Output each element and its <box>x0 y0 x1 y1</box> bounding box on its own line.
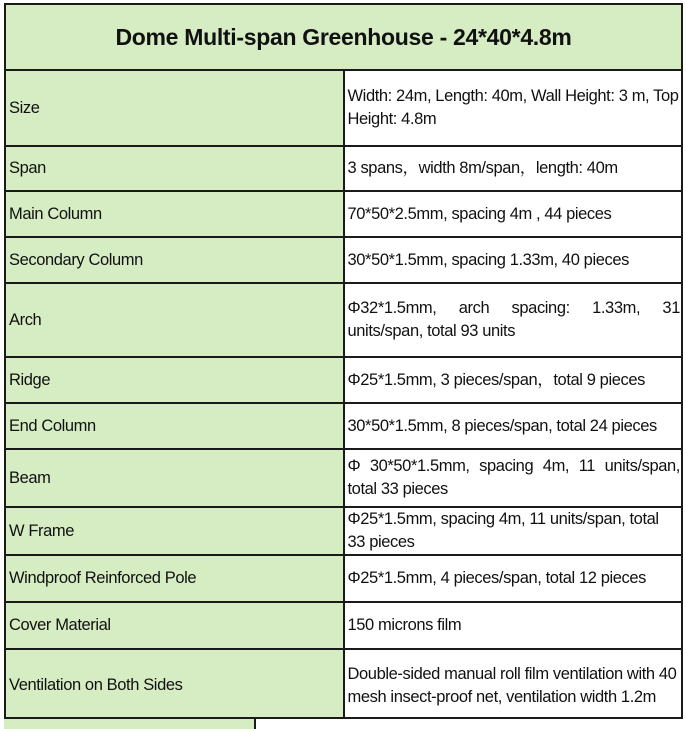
spec-row-ventilation-on-both-sides <box>5 649 682 722</box>
spec-row-beam <box>5 449 682 507</box>
spec-label-arch: Arch <box>5 283 344 357</box>
spec-row-cover-material <box>5 602 682 649</box>
table-title: Dome Multi-span Greenhouse - 24*40*4.8m <box>5 4 682 70</box>
spec-value-span: 3 spans，width 8m/span，length: 40m <box>344 146 683 191</box>
spec-value-ventilation-on-both-sides: Double-sided manual roll film ventilation with 40 mesh insect-proof net, ventilation width 1.2m <box>344 649 683 722</box>
spec-value-beam: Φ 30*50*1.5mm, spacing 4m, 11 units/span, total 33 pieces <box>344 449 683 507</box>
spec-label-windproof-reinforced-pole: Windproof Reinforced Pole <box>5 555 344 602</box>
spec-label-size: Size <box>5 70 344 146</box>
spec-value-end-column: 30*50*1.5mm, 8 pieces/span, total 24 pieces <box>344 403 683 449</box>
spec-value-size: Width: 24m, Length: 40m, Wall Height: 3 m, Top Height: 4.8m <box>344 70 683 146</box>
spec-label-main-column: Main Column <box>5 191 344 237</box>
spec-row-ridge <box>5 357 682 403</box>
spec-label-end-column: End Column <box>5 403 344 449</box>
spec-label-w-frame: W Frame <box>5 507 344 555</box>
spec-row-windproof-reinforced-pole <box>5 555 682 602</box>
spec-value-windproof-reinforced-pole: Φ25*1.5mm, 4 pieces/span, total 12 pieces <box>344 555 683 602</box>
spec-value-main-column: 70*50*2.5mm, spacing 4m , 44 pieces <box>344 191 683 237</box>
spec-label-ventilation-on-both-sides: Ventilation on Both Sides <box>5 649 344 722</box>
spec-label-beam: Beam <box>5 449 344 507</box>
spec-label-cover-material: Cover Material <box>5 602 344 649</box>
spec-label-ridge: Ridge <box>5 357 344 403</box>
spec-row-main-column <box>5 191 682 237</box>
next-row-partial <box>4 717 683 729</box>
greenhouse-spec-table <box>4 3 683 723</box>
spec-label-secondary-column: Secondary Column <box>5 237 344 283</box>
spec-value-ridge: Φ25*1.5mm, 3 pieces/span，total 9 pieces <box>344 357 683 403</box>
spec-row-span <box>5 146 682 191</box>
spec-row-end-column <box>5 403 682 449</box>
spec-value-cover-material: 150 microns film <box>344 602 683 649</box>
spec-value-arch: Φ32*1.5mm, arch spacing: 1.33m, 31 units/span, total 93 units <box>344 283 683 357</box>
spec-row-w-frame <box>5 507 682 555</box>
spec-row-arch <box>5 283 682 357</box>
next-row-value-partial <box>256 719 683 729</box>
spec-row-size <box>5 70 682 146</box>
spec-value-w-frame: Φ25*1.5mm, spacing 4m, 11 units/span, total 33 pieces <box>344 507 683 555</box>
spec-label-span: Span <box>5 146 344 191</box>
spec-row-secondary-column <box>5 237 682 283</box>
spec-value-secondary-column: 30*50*1.5mm, spacing 1.33m, 40 pieces <box>344 237 683 283</box>
title-row <box>5 4 682 70</box>
